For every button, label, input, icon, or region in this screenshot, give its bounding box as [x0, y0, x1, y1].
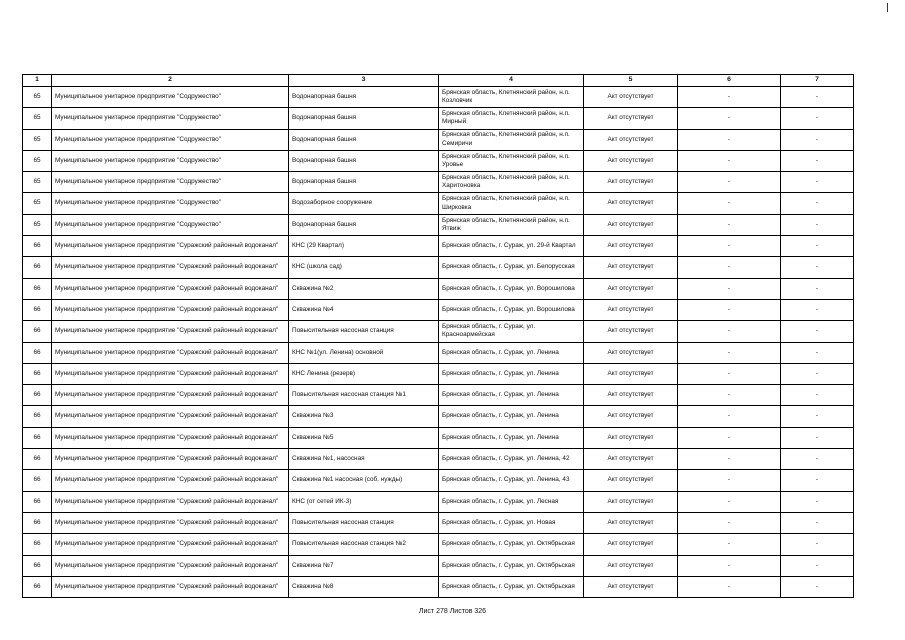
table-body	[23, 87, 854, 598]
address-cell: Брянская область, Клетнянский район, н.п. Ширковка	[439, 193, 584, 214]
facility-cell: Водонапорная башня	[289, 172, 439, 193]
col6-cell: -	[678, 534, 781, 555]
col7-cell: -	[781, 491, 854, 512]
col6-cell: -	[678, 278, 781, 299]
table-row	[23, 470, 854, 491]
row-number-cell: 66	[23, 342, 52, 363]
col7-cell: -	[781, 129, 854, 150]
organization-cell: Муниципальное унитарное предприятие "Содружество"	[52, 129, 289, 150]
act-status-cell: Акт отсутствует	[584, 172, 678, 193]
address-cell: Брянская область, г. Сураж, ул. Октябрьская	[439, 534, 584, 555]
act-status-cell: Акт отсутствует	[584, 534, 678, 555]
row-number-cell: 66	[23, 299, 52, 320]
organization-cell: Муниципальное унитарное предприятие "Суражский районный водоканал"	[52, 576, 289, 597]
table-row	[23, 342, 854, 363]
table-row	[23, 555, 854, 576]
organization-cell: Муниципальное унитарное предприятие "Суражский районный водоканал"	[52, 470, 289, 491]
col7-cell: -	[781, 278, 854, 299]
col7-cell: -	[781, 470, 854, 491]
facility-cell: Скважина №4	[289, 299, 439, 320]
table-row	[23, 385, 854, 406]
table-row	[23, 193, 854, 214]
row-number-cell: 65	[23, 108, 52, 129]
col6-cell: -	[678, 150, 781, 171]
col6-cell: -	[678, 406, 781, 427]
col7-cell: -	[781, 576, 854, 597]
col7-cell: -	[781, 406, 854, 427]
facility-cell: Повысительная насосная станция №2	[289, 534, 439, 555]
table-row	[23, 576, 854, 597]
col6-cell: -	[678, 257, 781, 278]
page-edge-mark	[887, 3, 888, 12]
table-row	[23, 406, 854, 427]
col7-cell: -	[781, 236, 854, 257]
organization-cell: Муниципальное унитарное предприятие "Суражский районный водоканал"	[52, 555, 289, 576]
address-cell: Брянская область, г. Сураж, ул. Красноармейская	[439, 321, 584, 342]
address-cell: Брянская область, г. Сураж, ул. Ворошилова	[439, 278, 584, 299]
table-row	[23, 534, 854, 555]
organization-cell: Муниципальное унитарное предприятие "Суражский районный водоканал"	[52, 363, 289, 384]
col6-cell: -	[678, 470, 781, 491]
address-cell: Брянская область, Клетнянский район, н.п. Уровье	[439, 150, 584, 171]
header-col-3: 3	[289, 75, 439, 87]
table-row	[23, 214, 854, 235]
organization-cell: Муниципальное унитарное предприятие "Суражский районный водоканал"	[52, 278, 289, 299]
facility-cell: Скважина №1, насосная	[289, 449, 439, 470]
act-status-cell: Акт отсутствует	[584, 236, 678, 257]
organization-cell: Муниципальное унитарное предприятие "Суражский районный водоканал"	[52, 512, 289, 533]
table-row	[23, 236, 854, 257]
col6-cell: -	[678, 555, 781, 576]
row-number-cell: 66	[23, 491, 52, 512]
col6-cell: -	[678, 193, 781, 214]
col6-cell: -	[678, 576, 781, 597]
row-number-cell: 66	[23, 449, 52, 470]
col7-cell: -	[781, 321, 854, 342]
facility-cell: Скважина №7	[289, 555, 439, 576]
header-row	[23, 75, 854, 87]
col6-cell: -	[678, 236, 781, 257]
col6-cell: -	[678, 172, 781, 193]
table-row	[23, 512, 854, 533]
act-status-cell: Акт отсутствует	[584, 108, 678, 129]
act-status-cell: Акт отсутствует	[584, 257, 678, 278]
table-row	[23, 257, 854, 278]
col7-cell: -	[781, 150, 854, 171]
table-row	[23, 299, 854, 320]
facility-cell: Повысительная насосная станция	[289, 512, 439, 533]
row-number-cell: 66	[23, 257, 52, 278]
row-number-cell: 66	[23, 576, 52, 597]
table-row	[23, 278, 854, 299]
table-row	[23, 321, 854, 342]
organization-cell: Муниципальное унитарное предприятие "Суражский районный водоканал"	[52, 534, 289, 555]
address-cell: Брянская область, г. Сураж, ул. Белорусская	[439, 257, 584, 278]
col7-cell: -	[781, 108, 854, 129]
organization-cell: Муниципальное унитарное предприятие "Суражский районный водоканал"	[52, 257, 289, 278]
col7-cell: -	[781, 214, 854, 235]
organization-cell: Муниципальное унитарное предприятие "Суражский районный водоканал"	[52, 449, 289, 470]
act-status-cell: Акт отсутствует	[584, 321, 678, 342]
facility-cell: Повысительная насосная станция №1	[289, 385, 439, 406]
facility-cell: КНС №1(ул. Ленина) основной	[289, 342, 439, 363]
organization-cell: Муниципальное унитарное предприятие "Суражский районный водоканал"	[52, 406, 289, 427]
facility-cell: Водозаборное сооружение	[289, 193, 439, 214]
row-number-cell: 66	[23, 406, 52, 427]
facility-cell: Скважина №2	[289, 278, 439, 299]
organization-cell: Муниципальное унитарное предприятие "Содружество"	[52, 108, 289, 129]
address-cell: Брянская область, Клетнянский район, н.п. Семиричи	[439, 129, 584, 150]
address-cell: Брянская область, г. Сураж, ул. Ленина	[439, 427, 584, 448]
act-status-cell: Акт отсутствует	[584, 512, 678, 533]
col6-cell: -	[678, 363, 781, 384]
facility-cell: КНС (школа сад)	[289, 257, 439, 278]
header-col-7: 7	[781, 75, 854, 87]
row-number-cell: 65	[23, 129, 52, 150]
header-col-5: 5	[584, 75, 678, 87]
col7-cell: -	[781, 87, 854, 108]
facility-cell: Водонапорная башня	[289, 214, 439, 235]
col6-cell: -	[678, 449, 781, 470]
register-table	[22, 74, 854, 598]
facility-cell: Скважина №3	[289, 406, 439, 427]
organization-cell: Муниципальное унитарное предприятие "Суражский районный водоканал"	[52, 427, 289, 448]
organization-cell: Муниципальное унитарное предприятие "Суражский районный водоканал"	[52, 342, 289, 363]
address-cell: Брянская область, г. Сураж, ул. Лесная	[439, 491, 584, 512]
col7-cell: -	[781, 512, 854, 533]
row-number-cell: 66	[23, 470, 52, 491]
col7-cell: -	[781, 385, 854, 406]
facility-cell: Повысительная насосная станция	[289, 321, 439, 342]
col6-cell: -	[678, 342, 781, 363]
table-row	[23, 129, 854, 150]
header-col-4: 4	[439, 75, 584, 87]
col6-cell: -	[678, 108, 781, 129]
act-status-cell: Акт отсутствует	[584, 491, 678, 512]
header-col-6: 6	[678, 75, 781, 87]
table-row	[23, 150, 854, 171]
header-col-2: 2	[52, 75, 289, 87]
address-cell: Брянская область, г. Сураж, ул. 29-й Квартал	[439, 236, 584, 257]
act-status-cell: Акт отсутствует	[584, 406, 678, 427]
col7-cell: -	[781, 534, 854, 555]
organization-cell: Муниципальное унитарное предприятие "Суражский районный водоканал"	[52, 491, 289, 512]
act-status-cell: Акт отсутствует	[584, 576, 678, 597]
facility-cell: Водонапорная башня	[289, 129, 439, 150]
address-cell: Брянская область, г. Сураж, ул. Ленина, 42	[439, 449, 584, 470]
table-row	[23, 172, 854, 193]
col6-cell: -	[678, 385, 781, 406]
row-number-cell: 65	[23, 193, 52, 214]
organization-cell: Муниципальное унитарное предприятие "Содружество"	[52, 214, 289, 235]
facility-cell: Водонапорная башня	[289, 150, 439, 171]
col6-cell: -	[678, 299, 781, 320]
address-cell: Брянская область, Клетнянский район, н.п. Ятвиж	[439, 214, 584, 235]
row-number-cell: 66	[23, 534, 52, 555]
address-cell: Брянская область, Клетнянский район, н.п. Козловчик	[439, 87, 584, 108]
organization-cell: Муниципальное унитарное предприятие "Суражский районный водоканал"	[52, 299, 289, 320]
col7-cell: -	[781, 299, 854, 320]
address-cell: Брянская область, г. Сураж, ул. Новая	[439, 512, 584, 533]
address-cell: Брянская область, г. Сураж, ул. Ленина	[439, 342, 584, 363]
facility-cell: КНС (от сетей ИК-3)	[289, 491, 439, 512]
act-status-cell: Акт отсутствует	[584, 299, 678, 320]
address-cell: Брянская область, г. Сураж, ул. Октябрьская	[439, 555, 584, 576]
row-number-cell: 66	[23, 278, 52, 299]
act-status-cell: Акт отсутствует	[584, 470, 678, 491]
row-number-cell: 66	[23, 512, 52, 533]
act-status-cell: Акт отсутствует	[584, 214, 678, 235]
organization-cell: Муниципальное унитарное предприятие "Содружество"	[52, 87, 289, 108]
act-status-cell: Акт отсутствует	[584, 449, 678, 470]
table-row	[23, 491, 854, 512]
page-number: Лист 278 Листов 326	[418, 608, 487, 615]
row-number-cell: 65	[23, 214, 52, 235]
organization-cell: Муниципальное унитарное предприятие "Суражский районный водоканал"	[52, 385, 289, 406]
address-cell: Брянская область, г. Сураж, ул. Ленина	[439, 385, 584, 406]
act-status-cell: Акт отсутствует	[584, 427, 678, 448]
col7-cell: -	[781, 363, 854, 384]
act-status-cell: Акт отсутствует	[584, 193, 678, 214]
organization-cell: Муниципальное унитарное предприятие "Содружество"	[52, 193, 289, 214]
address-cell: Брянская область, г. Сураж, ул. Октябрьская	[439, 576, 584, 597]
col6-cell: -	[678, 214, 781, 235]
act-status-cell: Акт отсутствует	[584, 342, 678, 363]
address-cell: Брянская область, г. Сураж, ул. Ленина	[439, 406, 584, 427]
col6-cell: -	[678, 427, 781, 448]
address-cell: Брянская область, Клетнянский район, н.п. Харитоновка	[439, 172, 584, 193]
row-number-cell: 65	[23, 150, 52, 171]
act-status-cell: Акт отсутствует	[584, 87, 678, 108]
organization-cell: Муниципальное унитарное предприятие "Содружество"	[52, 172, 289, 193]
col7-cell: -	[781, 257, 854, 278]
organization-cell: Муниципальное унитарное предприятие "Содружество"	[52, 150, 289, 171]
row-number-cell: 65	[23, 87, 52, 108]
address-cell: Брянская область, Клетнянский район, н.п. Мирный	[439, 108, 584, 129]
table-header	[23, 75, 854, 87]
row-number-cell: 65	[23, 172, 52, 193]
row-number-cell: 66	[23, 236, 52, 257]
act-status-cell: Акт отсутствует	[584, 278, 678, 299]
col6-cell: -	[678, 491, 781, 512]
act-status-cell: Акт отсутствует	[584, 129, 678, 150]
table-row	[23, 449, 854, 470]
col7-cell: -	[781, 427, 854, 448]
row-number-cell: 66	[23, 363, 52, 384]
col7-cell: -	[781, 449, 854, 470]
act-status-cell: Акт отсутствует	[584, 555, 678, 576]
address-cell: Брянская область, г. Сураж, ул. Ленина, 43	[439, 470, 584, 491]
act-status-cell: Акт отсутствует	[584, 150, 678, 171]
facility-cell: Скважина №5	[289, 427, 439, 448]
col7-cell: -	[781, 555, 854, 576]
col6-cell: -	[678, 512, 781, 533]
act-status-cell: Акт отсутствует	[584, 363, 678, 384]
col6-cell: -	[678, 321, 781, 342]
facility-cell: Водонапорная башня	[289, 87, 439, 108]
facility-cell: Скважина №1 насосная (соб. нужды)	[289, 470, 439, 491]
col6-cell: -	[678, 129, 781, 150]
facility-cell: Водонапорная башня	[289, 108, 439, 129]
table-row	[23, 108, 854, 129]
col7-cell: -	[781, 193, 854, 214]
row-number-cell: 66	[23, 321, 52, 342]
row-number-cell: 66	[23, 555, 52, 576]
table-row	[23, 427, 854, 448]
col7-cell: -	[781, 172, 854, 193]
organization-cell: Муниципальное унитарное предприятие "Суражский районный водоканал"	[52, 321, 289, 342]
row-number-cell: 66	[23, 385, 52, 406]
act-status-cell: Акт отсутствует	[584, 385, 678, 406]
row-number-cell: 66	[23, 427, 52, 448]
facility-cell: Скважина №8	[289, 576, 439, 597]
col6-cell: -	[678, 87, 781, 108]
table-row	[23, 87, 854, 108]
organization-cell: Муниципальное унитарное предприятие "Суражский районный водоканал"	[52, 236, 289, 257]
address-cell: Брянская область, г. Сураж, ул. Ворошилова	[439, 299, 584, 320]
col7-cell: -	[781, 342, 854, 363]
header-col-1: 1	[23, 75, 52, 87]
address-cell: Брянская область, г. Сураж, ул. Ленина	[439, 363, 584, 384]
table-row	[23, 363, 854, 384]
facility-cell: КНС Ленина (резерв)	[289, 363, 439, 384]
facility-cell: КНС (29 Квартал)	[289, 236, 439, 257]
